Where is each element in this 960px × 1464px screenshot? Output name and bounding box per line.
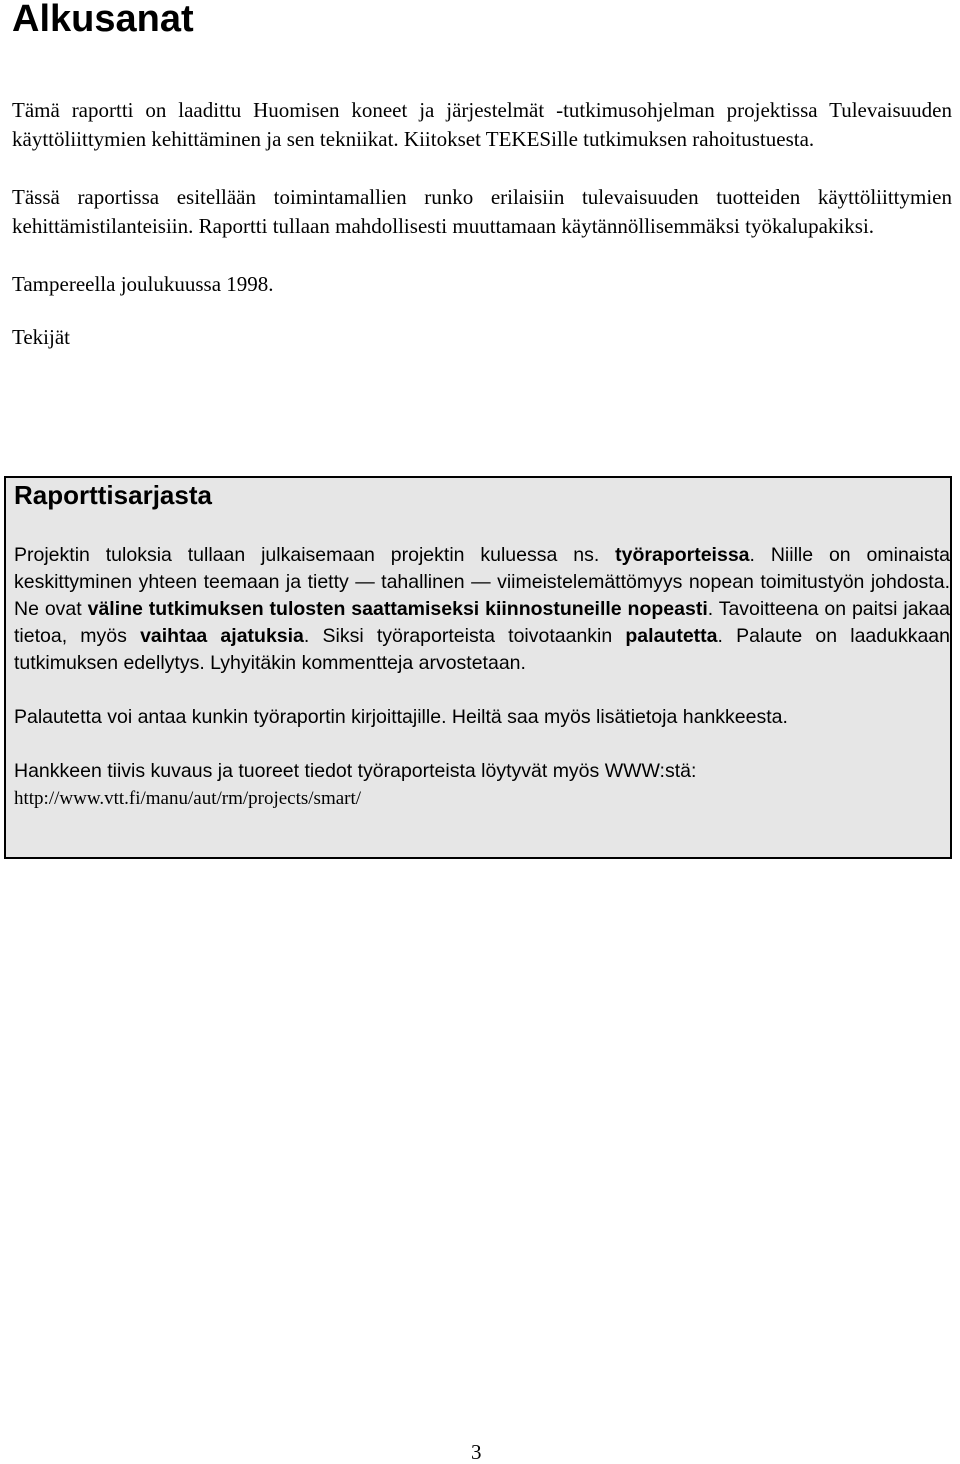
place-date: Tampereella joulukuussa 1998. [12, 272, 274, 296]
emphasis-work-reports: työraporteissa [615, 544, 750, 566]
www-paragraph: Hankkeen tiivis kuvaus ja tuoreet tiedot työraporteista löytyvät myös WWW:stä: [14, 760, 697, 782]
project-url [14, 785, 950, 812]
feedback-paragraph: Palautetta voi antaa kunkin työraportin kirjoittajille. Heiltä saa myös lisätietoja hankkeesta. [14, 706, 788, 728]
emphasis-tool: väline tutkimuksen tulosten saattamiseksi kiinnostuneille nopeasti [87, 598, 708, 620]
preface-text [12, 96, 952, 381]
text-run: . Siksi työraporteista toivotaankin [303, 625, 626, 647]
page-number: 3 [471, 1440, 482, 1464]
report-series-body [14, 542, 950, 812]
emphasis-feedback: palautetta [625, 625, 718, 647]
project-url-link[interactable]: http://www.vtt.fi/manu/aut/rm/projects/smart/ [14, 788, 362, 809]
preface-paragraph-funding: Tämä raportti on laadittu Huomisen koneet ja järjestelmät -tutkimusohjelman projektissa Tulevaisuuden käyttöliittymien kehittäminen ja sen tekniikat. Kiitokset TEKESille tutkimuksen rahoitustuesta. [12, 98, 952, 151]
text-run: . Palaute on laadukkaan tutkimuksen edellytys. Lyhyitäkin kommentteja arvostetaan. [14, 625, 950, 674]
preface-paragraph-content: Tässä raportissa esitellään toimintamallien runko erilaisiin tulevaisuuden tuotteiden käyttöliittymien kehittämistilanteisiin. Raportti tullaan mahdollisesti muuttamaan käytännöllisemmäksi työkalupakiksi. [12, 185, 952, 238]
report-series-box [4, 476, 952, 859]
text-run: . Niille on ominaista keskittyminen yhteen teemaan ja tietty — tahallinen — viimeistelemättömyys nopean toimitustyön johdosta. Ne ovat [14, 544, 950, 620]
report-series-paragraph [14, 542, 950, 677]
authors-label: Tekijät [12, 325, 71, 349]
report-series-title: Raporttisarjasta [14, 480, 212, 510]
emphasis-exchange-ideas: vaihtaa ajatuksia [140, 625, 304, 647]
text-run: Projektin tuloksia tullaan julkaisemaan projektin kuluessa ns. [14, 544, 616, 566]
page-title: Alkusanat [12, 0, 194, 40]
text-run: . Tavoitteena on paitsi jakaa tietoa, myös [14, 598, 950, 647]
